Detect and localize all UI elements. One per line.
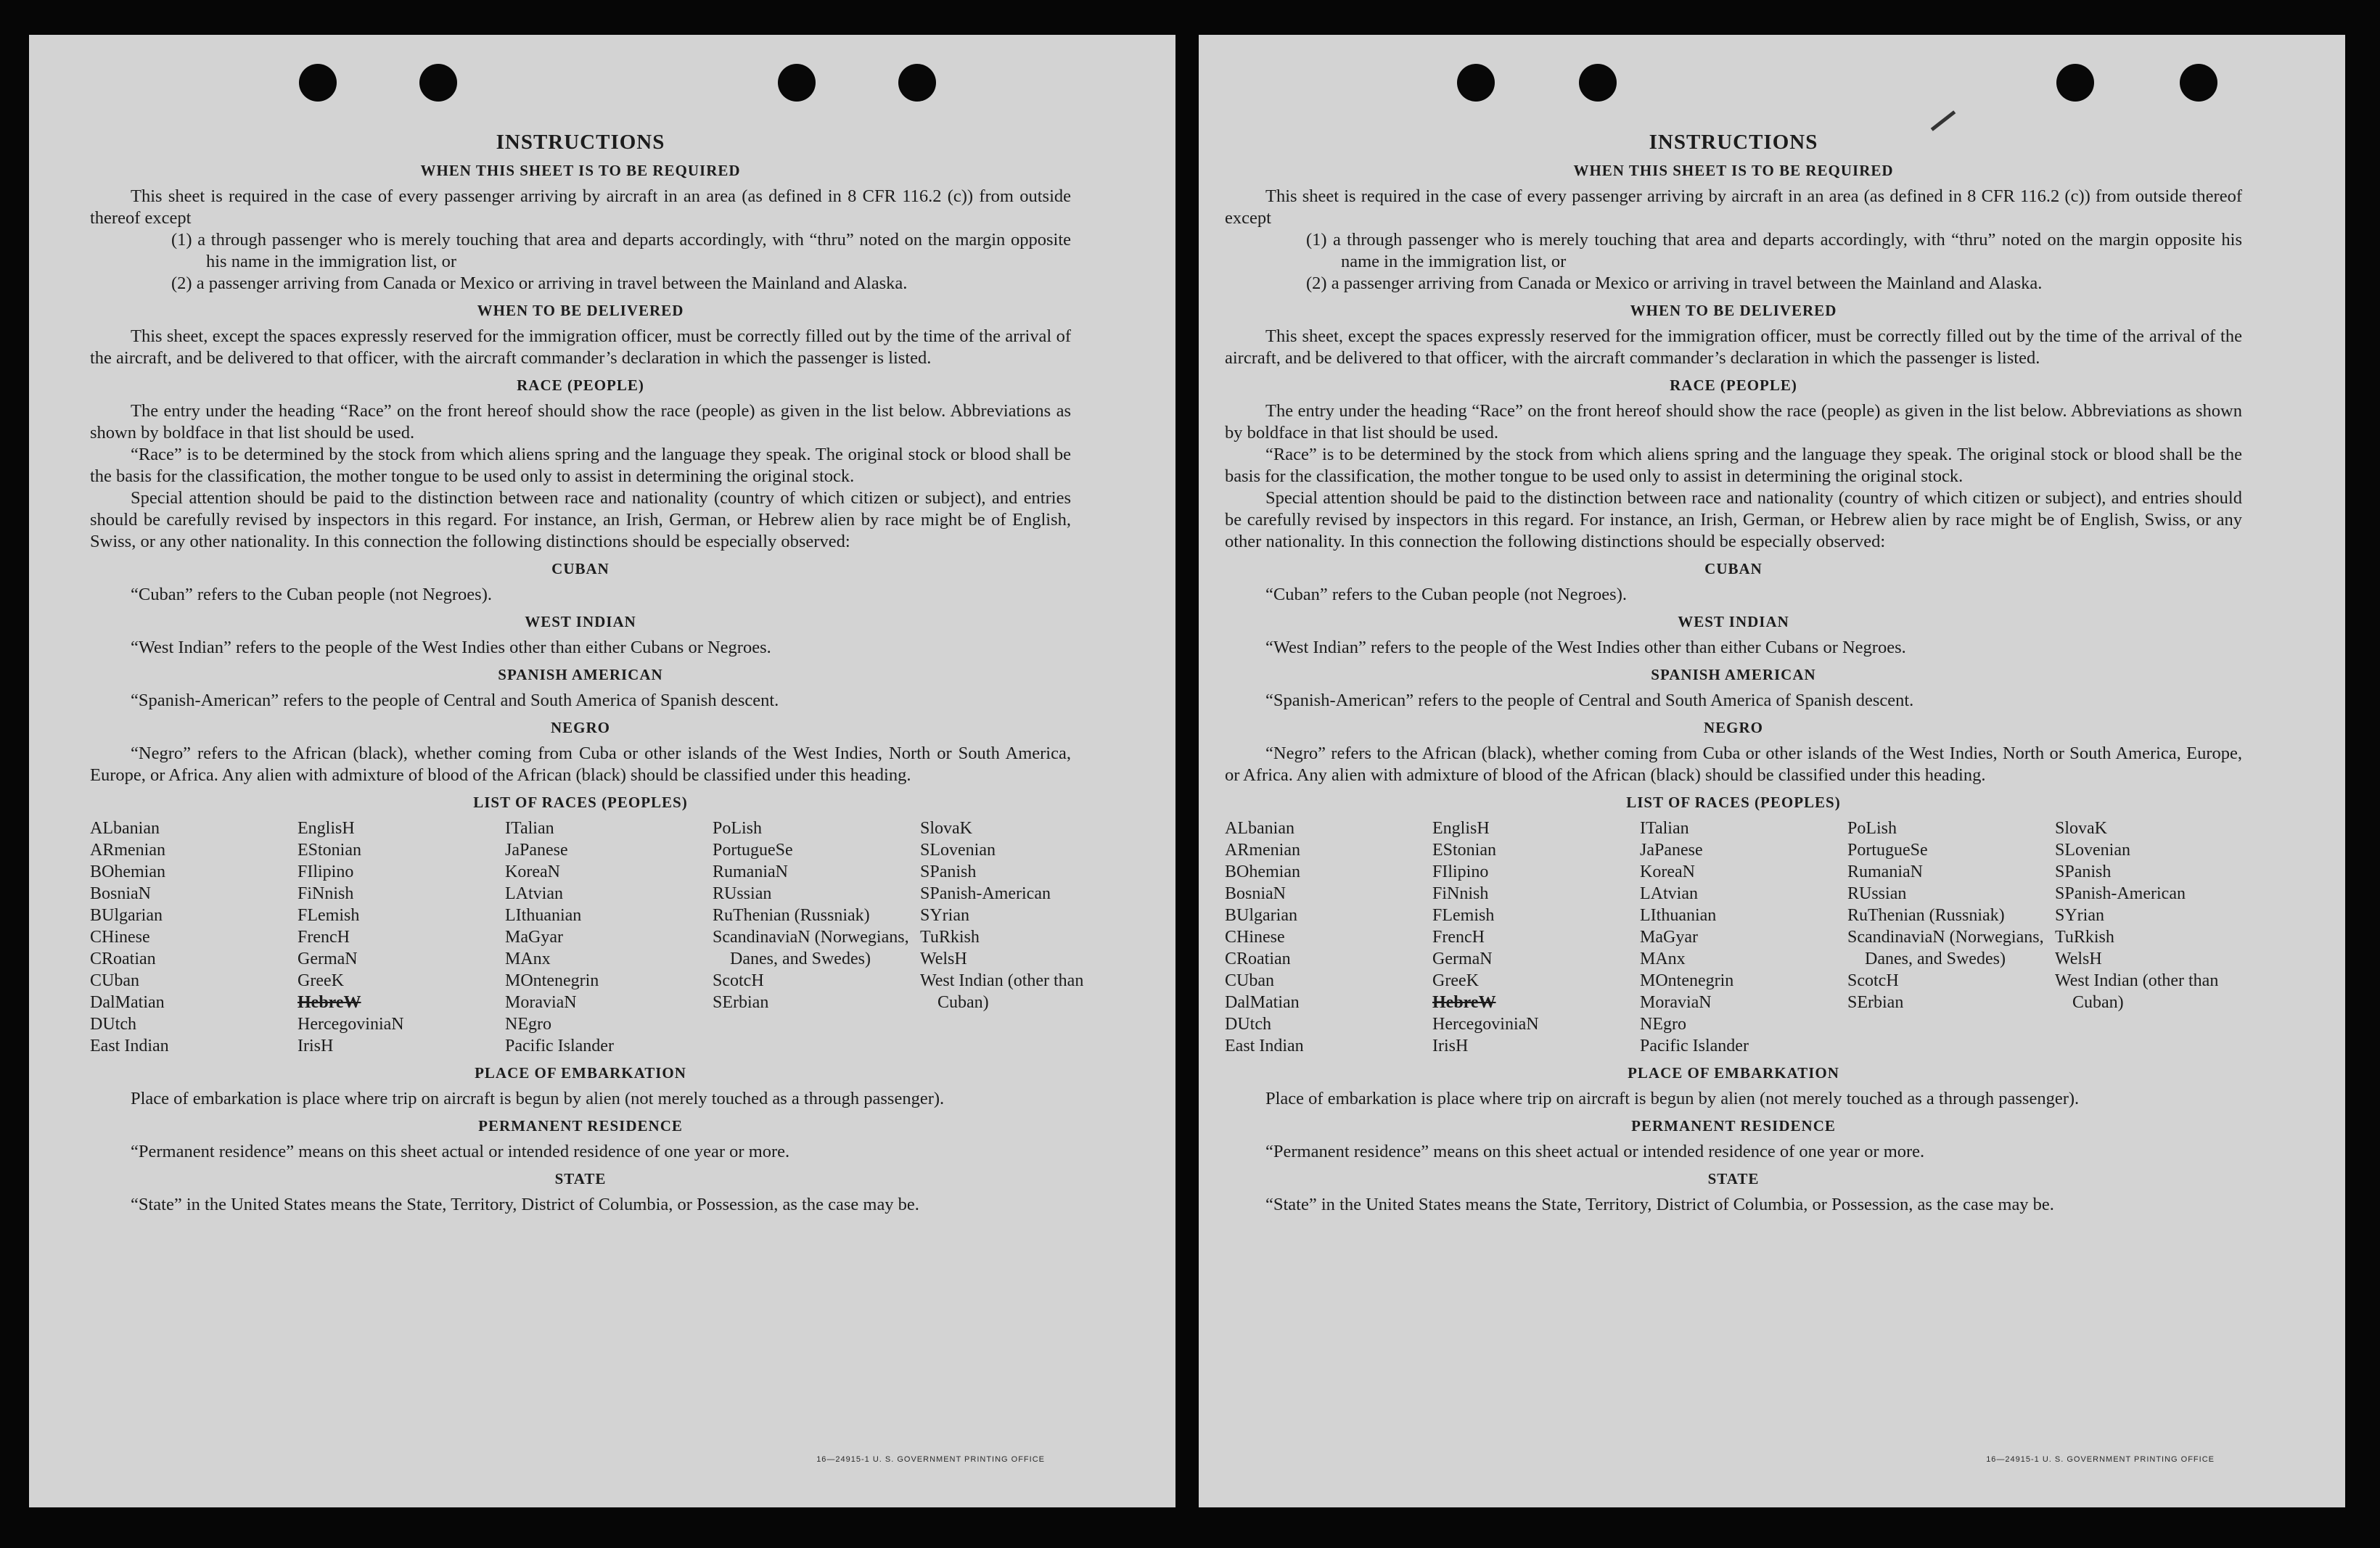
race-entry: NEgro	[1640, 1015, 1686, 1034]
sheet-content	[1199, 131, 2345, 1216]
exceptions-list	[1225, 229, 2242, 295]
punch-hole	[419, 64, 457, 102]
exceptions-list	[90, 229, 1071, 295]
race-entry: MaGyar	[1640, 928, 1698, 947]
race-paragraph: Special attention should be paid to the distinction between race and nationality (country of which citizen or subject), and entries should be carefully revised by inspectors in this regard. For instance, an Irish, German, or Hebrew alien by race might be of English, Swiss, or any other nationality. In this connection the following distinctions should be especially observed:	[90, 488, 1071, 551]
exception-item: (1) a through passenger who is merely touching that area and departs accordingly, with “thru” noted on the margin opposite his name in the immigration list, or	[171, 230, 1071, 271]
race-entry: CUban	[1225, 971, 1274, 990]
printing-office-footer: 16—24915-1 U. S. GOVERNMENT PRINTING OFFICE	[1986, 1455, 2215, 1464]
punch-hole	[778, 64, 816, 102]
race-entry: SErbian	[713, 993, 769, 1012]
race-entry: TuRkish	[2055, 928, 2114, 947]
page-title: INSTRUCTIONS	[1649, 131, 1818, 154]
races-column	[1432, 818, 1640, 1057]
race-entry: HercegoviniaN	[298, 1015, 404, 1034]
race-entry: BUlgarian	[1225, 906, 1297, 925]
races-column	[1225, 818, 1432, 1057]
race-entry: PoLish	[713, 819, 763, 838]
race-entry: LIthuanian	[1640, 906, 1717, 925]
exception-item: (2) a passenger arriving from Canada or Mexico or arriving in travel between the Mainland and Alaska.	[1306, 273, 2043, 293]
heading-list-of-races: LIST OF RACES (PEOPLES)	[1626, 794, 1841, 811]
race-entry: SPanish	[2055, 862, 2112, 881]
when-delivered-text: This sheet, except the spaces expressly reserved for the immigration officer, must be correctly filled out by the time of the arrival of the aircraft, and be delivered to that officer, with the aircraft commander’s declaration in which the passenger is listed.	[1225, 326, 2242, 368]
race-entry: WelsH	[2055, 950, 2102, 968]
race-entry: JaPanese	[1640, 841, 1703, 860]
race-entry: NEgro	[505, 1015, 551, 1034]
race-entry: CHinese	[1225, 928, 1285, 947]
race-entry: GreeK	[1432, 971, 1479, 990]
heading-cuban: CUBAN	[1704, 560, 1763, 577]
punch-hole	[299, 64, 337, 102]
race-entry: ScotcH	[1847, 971, 1899, 990]
race-entry: CRoatian	[90, 950, 156, 968]
races-column	[713, 818, 920, 1057]
race-entry: PoLish	[1847, 819, 1897, 838]
races-table	[1225, 818, 2242, 1057]
races-column	[505, 818, 713, 1057]
pen-mark	[1931, 110, 1956, 131]
race-entry: EStonian	[298, 841, 361, 860]
when-delivered-text: This sheet, except the spaces expressly reserved for the immigration officer, must be correctly filled out by the time of the arrival of the aircraft, and be delivered to that officer, with the aircraft commander’s declaration in which the passenger is listed.	[90, 326, 1071, 368]
west-indian-text: “West Indian” refers to the people of the West Indies other than either Cubans or Negroes.	[131, 638, 771, 657]
race-entry: ARmenian	[90, 841, 165, 860]
race-paragraph: “Race” is to be determined by the stock from which aliens spring and the language they speak. The original stock or blood shall be the basis for the classification, the mother tongue to be used only to assist in determining the original stock.	[90, 445, 1071, 486]
race-entry: RumaniaN	[713, 862, 788, 881]
race-entry: SPanish-American	[2055, 884, 2186, 903]
race-entry: BosniaN	[1225, 884, 1286, 903]
race-entry: DalMatian	[1225, 993, 1300, 1012]
races-column	[920, 818, 1109, 1057]
races-column	[1847, 818, 2055, 1057]
page-title: INSTRUCTIONS	[496, 131, 665, 154]
race-entry: SPanish-American	[920, 884, 1051, 903]
race-entry: East Indian	[90, 1037, 169, 1055]
race-entry: TuRkish	[920, 928, 980, 947]
race-entry: ScandinaviaN (Norwegians, Danes, and Swedes)	[1847, 928, 2044, 968]
heading-when-delivered: WHEN TO BE DELIVERED	[1630, 302, 1837, 319]
race-entry: MaGyar	[505, 928, 563, 947]
heading-residence: PERMANENT RESIDENCE	[478, 1117, 683, 1135]
race-entry: BosniaN	[90, 884, 151, 903]
race-entry: MOntenegrin	[505, 971, 599, 990]
race-entry: RuThenian (Russniak)	[1847, 906, 2005, 925]
race-entry: BUlgarian	[90, 906, 163, 925]
race-entry: LAtvian	[1640, 884, 1698, 903]
punch-hole	[2056, 64, 2094, 102]
race-entry: FrencH	[1432, 928, 1485, 947]
punch-hole	[2180, 64, 2217, 102]
heading-when-required: WHEN THIS SHEET IS TO BE REQUIRED	[420, 162, 741, 179]
race-entry: ScandinaviaN (Norwegians, Danes, and Swedes)	[713, 928, 909, 968]
race-entry: WelsH	[920, 950, 967, 968]
instruction-sheet-right	[1199, 35, 2345, 1507]
race-entry: SLovenian	[920, 841, 996, 860]
heading-west-indian: WEST INDIAN	[1678, 613, 1789, 630]
race-entry: MoraviaN	[1640, 993, 1712, 1012]
negro-text: “Negro” refers to the African (black), whether coming from Cuba or other islands of the West Indies, North or South America, Europe, or Africa. Any alien with admixture of blood of the African (black) should be classified under this heading.	[90, 744, 1071, 785]
race-entry: GermaN	[298, 950, 358, 968]
races-column	[2055, 818, 2244, 1057]
spanish-american-text: “Spanish-American” refers to the people of Central and South America of Spanish descent.	[1265, 691, 1914, 710]
race-entry-struck: HebreW	[1432, 993, 1496, 1012]
heading-list-of-races: LIST OF RACES (PEOPLES)	[473, 794, 688, 811]
race-paragraph: Special attention should be paid to the distinction between race and nationality (country of which citizen or subject), and entries should be carefully revised by inspectors in this regard. For instance, an Irish, German, or Hebrew alien by race might be of English, Swiss, or any other nationality. In this connection the following distinctions should be especially observed:	[1225, 488, 2242, 551]
race-entry: SYrian	[920, 906, 969, 925]
residence-text: “Permanent residence” means on this sheet actual or intended residence of one year or more.	[131, 1142, 790, 1161]
heading-race: RACE (PEOPLE)	[517, 376, 644, 394]
exception-item: (2) a passenger arriving from Canada or Mexico or arriving in travel between the Mainland and Alaska.	[171, 273, 908, 293]
race-entry: BOhemian	[1225, 862, 1300, 881]
race-entry: SPanish	[920, 862, 977, 881]
race-entry: EnglisH	[1432, 819, 1490, 838]
race-entry: MAnx	[505, 950, 551, 968]
race-entry: ITalian	[1640, 819, 1689, 838]
cuban-text: “Cuban” refers to the Cuban people (not Negroes).	[1265, 585, 1627, 604]
instruction-sheet-left	[29, 35, 1175, 1507]
race-entry: FrencH	[298, 928, 350, 947]
spanish-american-text: “Spanish-American” refers to the people of Central and South America of Spanish descent.	[131, 691, 779, 710]
race-entry: RUssian	[1847, 884, 1907, 903]
heading-spanish-american: SPANISH AMERICAN	[1651, 666, 1816, 683]
races-table	[90, 818, 1084, 1057]
race-entry: MoraviaN	[505, 993, 577, 1012]
race-entry: FLemish	[298, 906, 360, 925]
race-entry: PortugueSe	[1847, 841, 1928, 860]
race-entry: Pacific Islander	[505, 1037, 614, 1055]
heading-west-indian: WEST INDIAN	[525, 613, 636, 630]
race-entry: KoreaN	[505, 862, 560, 881]
race-entry-struck: HebreW	[298, 993, 361, 1012]
race-entry: MOntenegrin	[1640, 971, 1734, 990]
race-entry: ALbanian	[1225, 819, 1294, 838]
race-entry: FLemish	[1432, 906, 1495, 925]
when-required-intro: This sheet is required in the case of every passenger arriving by aircraft in an area (as defined in 8 CFR 116.2 (c)) from outside thereof except	[90, 186, 1071, 228]
negro-text: “Negro” refers to the African (black), whether coming from Cuba or other islands of the West Indies, North or South America, Europe, or Africa. Any alien with admixture of blood of the African (black) should be classified under this heading.	[1225, 744, 2242, 785]
west-indian-text: “West Indian” refers to the people of the West Indies other than either Cubans or Negroes.	[1265, 638, 1906, 657]
punch-hole	[1579, 64, 1617, 102]
race-entry: SYrian	[2055, 906, 2104, 925]
race-entry: CRoatian	[1225, 950, 1291, 968]
punch-hole	[898, 64, 936, 102]
race-entry: ScotcH	[713, 971, 764, 990]
races-column	[1640, 818, 1847, 1057]
race-entry: West Indian (other than Cuban)	[2055, 971, 2219, 1012]
race-entry: FIlipino	[1432, 862, 1489, 881]
race-entry: DUtch	[1225, 1015, 1271, 1034]
race-entry: HercegoviniaN	[1432, 1015, 1539, 1034]
heading-when-required: WHEN THIS SHEET IS TO BE REQUIRED	[1573, 162, 1894, 179]
race-entry: East Indian	[1225, 1037, 1304, 1055]
printing-office-footer: 16—24915-1 U. S. GOVERNMENT PRINTING OFFICE	[816, 1455, 1045, 1464]
punch-hole	[1457, 64, 1495, 102]
race-entry: FiNnish	[298, 884, 354, 903]
when-required-intro: This sheet is required in the case of every passenger arriving by aircraft in an area (as defined in 8 CFR 116.2 (c)) from outside thereof except	[1225, 186, 2242, 228]
heading-cuban: CUBAN	[551, 560, 610, 577]
race-entry: SLovenian	[2055, 841, 2130, 860]
race-entry: SlovaK	[920, 819, 972, 838]
race-entry: PortugueSe	[713, 841, 793, 860]
race-entry: CUban	[90, 971, 139, 990]
race-entry: Pacific Islander	[1640, 1037, 1749, 1055]
races-column	[90, 818, 298, 1057]
heading-embarkation: PLACE OF EMBARKATION	[475, 1064, 686, 1082]
embarkation-text: Place of embarkation is place where trip on aircraft is begun by alien (not merely touched as a through passenger).	[1265, 1089, 2080, 1108]
heading-state: STATE	[554, 1170, 607, 1187]
race-entry: DUtch	[90, 1015, 136, 1034]
race-entry: FIlipino	[298, 862, 354, 881]
race-entry: JaPanese	[505, 841, 568, 860]
heading-negro: NEGRO	[1703, 719, 1763, 736]
race-paragraph: The entry under the heading “Race” on the front hereof should show the race (people) as given in the list below. Abbreviations as shown by boldface in that list should be used.	[90, 401, 1071, 442]
race-entry: RumaniaN	[1847, 862, 1923, 881]
heading-residence: PERMANENT RESIDENCE	[1631, 1117, 1836, 1135]
race-entry: IrisH	[298, 1037, 334, 1055]
race-entry: SlovaK	[2055, 819, 2107, 838]
residence-text: “Permanent residence” means on this sheet actual or intended residence of one year or more.	[1265, 1142, 1925, 1161]
heading-race: RACE (PEOPLE)	[1670, 376, 1797, 394]
embarkation-text: Place of embarkation is place where trip on aircraft is begun by alien (not merely touched as a through passenger).	[131, 1089, 945, 1108]
race-entry: LAtvian	[505, 884, 563, 903]
race-entry: West Indian (other than Cuban)	[920, 971, 1084, 1012]
race-entry: FiNnish	[1432, 884, 1489, 903]
race-paragraph: “Race” is to be determined by the stock from which aliens spring and the language they speak. The original stock or blood shall be the basis for the classification, the mother tongue to be used only to assist in determining the original stock.	[1225, 445, 2242, 486]
exception-item: (1) a through passenger who is merely touching that area and departs accordingly, with “thru” noted on the margin opposite his name in the immigration list, or	[1306, 230, 2242, 271]
heading-spanish-american: SPANISH AMERICAN	[498, 666, 663, 683]
sheet-content	[29, 131, 1175, 1216]
races-column	[298, 818, 505, 1057]
heading-state: STATE	[1707, 1170, 1760, 1187]
heading-when-delivered: WHEN TO BE DELIVERED	[477, 302, 684, 319]
race-paragraph: The entry under the heading “Race” on the front hereof should show the race (people) as given in the list below. Abbreviations as shown by boldface in that list should be used.	[1225, 401, 2242, 442]
heading-embarkation: PLACE OF EMBARKATION	[1628, 1064, 1839, 1082]
race-entry: RUssian	[713, 884, 772, 903]
race-entry: DalMatian	[90, 993, 165, 1012]
race-entry: KoreaN	[1640, 862, 1695, 881]
race-entry: CHinese	[90, 928, 150, 947]
heading-negro: NEGRO	[550, 719, 610, 736]
race-entry: GermaN	[1432, 950, 1493, 968]
race-entry: LIthuanian	[505, 906, 582, 925]
state-text: “State” in the United States means the State, Territory, District of Columbia, or Possession, as the case may be.	[1265, 1195, 2054, 1214]
race-entry: MAnx	[1640, 950, 1686, 968]
state-text: “State” in the United States means the State, Territory, District of Columbia, or Possession, as the case may be.	[131, 1195, 919, 1214]
race-entry: EStonian	[1432, 841, 1496, 860]
cuban-text: “Cuban” refers to the Cuban people (not Negroes).	[131, 585, 492, 604]
race-entry: ARmenian	[1225, 841, 1300, 860]
race-entry: ALbanian	[90, 819, 160, 838]
race-entry: BOhemian	[90, 862, 165, 881]
race-entry: ITalian	[505, 819, 554, 838]
race-entry: IrisH	[1432, 1037, 1469, 1055]
race-entry: SErbian	[1847, 993, 1904, 1012]
race-entry: GreeK	[298, 971, 344, 990]
race-entry: EnglisH	[298, 819, 355, 838]
race-entry: RuThenian (Russniak)	[713, 906, 870, 925]
